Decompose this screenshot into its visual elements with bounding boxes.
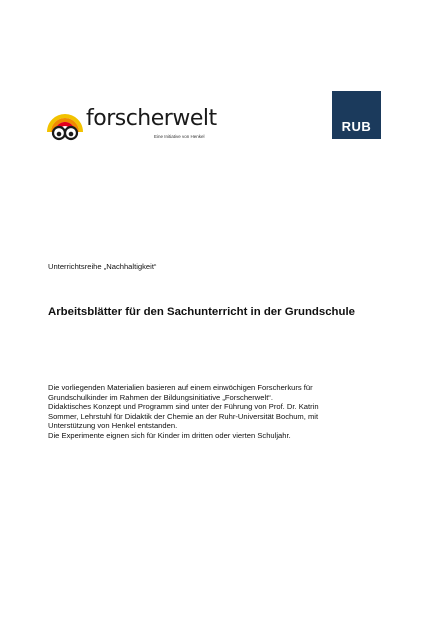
- body-line: Sommer, Lehrstuhl für Didaktik der Chemie an der Ruhr-Universität Bochum, mit: [48, 411, 319, 421]
- body-line: Die vorliegenden Materialien basieren auf einem einwöchigen Forscherkurs für: [48, 383, 313, 392]
- body-paragraph: [48, 383, 378, 441]
- forscherwelt-emblem-icon: [46, 106, 84, 142]
- body-line: Grundschulkinder im Rahmen der Bildungsinitiative „Forscherwelt“.: [48, 392, 273, 402]
- body-line: Unterstützung von Henkel entstanden.: [48, 421, 178, 431]
- body-line: Didaktisches Konzept und Programm sind unter der Führung von Prof. Dr. Katrin: [48, 402, 319, 412]
- rub-logo-text: RUB: [341, 119, 372, 134]
- forscherwelt-tagline: Eine Initiative von Henkel: [154, 134, 205, 139]
- document-title: Arbeitsblätter für den Sachunterricht in der Grundschule: [48, 306, 355, 318]
- forscherwelt-logo: [46, 104, 216, 148]
- series-label: Unterrichtsreihe „Nachhaltigkeit“: [48, 262, 157, 271]
- forscherwelt-wordmark: forscherwelt: [86, 106, 217, 131]
- rub-logo: [332, 91, 381, 139]
- body-line: Die Experimente eignen sich für Kinder im dritten oder vierten Schuljahr.: [48, 430, 291, 440]
